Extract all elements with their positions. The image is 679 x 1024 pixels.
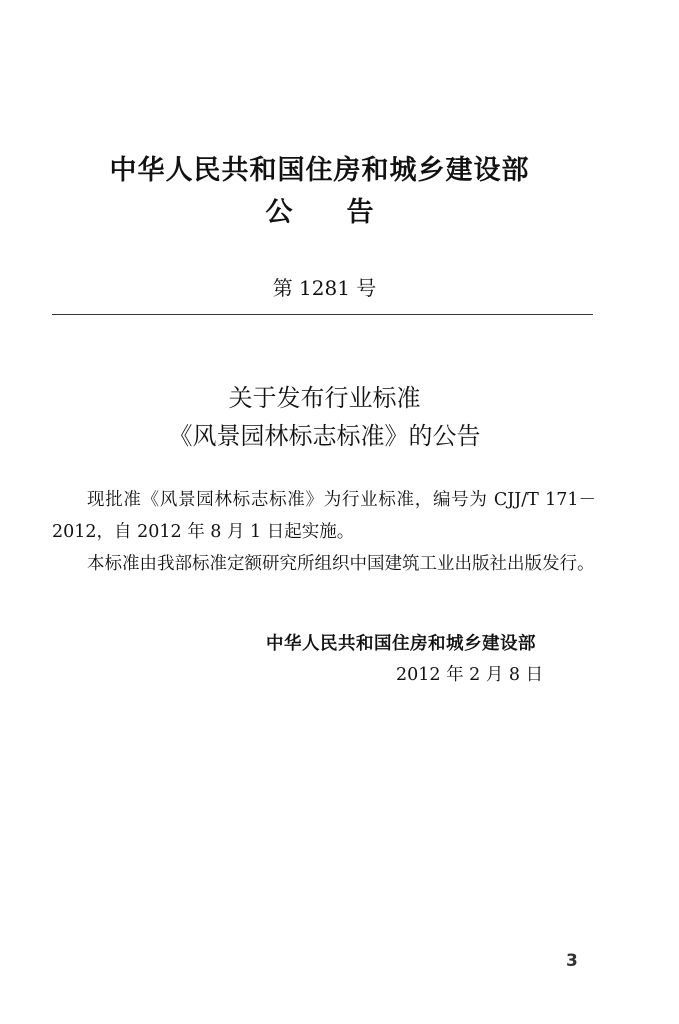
notice-title: 公告 xyxy=(265,197,428,228)
subject-line-2: 《风景园林标志标准》的公告 xyxy=(168,422,481,450)
issuer-heading: 中华人民共和国住房和城乡建设部 xyxy=(109,155,530,186)
signature-date: 2012 年 2 月 8 日 xyxy=(396,665,544,685)
body-paragraph-2: 本标准由我部标准定额研究所组织中国建筑工业出版社出版发行。 xyxy=(87,554,595,574)
body-paragraph-1: 现批准《风景园林标志标准》为行业标准，编号为 CJJ/T 171－2012，自 2012 年 8 月 1 日起实施。 xyxy=(52,490,596,542)
notice-number: 第 1281 号 xyxy=(272,276,377,300)
page-number: 3 xyxy=(566,951,578,971)
divider-rule xyxy=(52,314,593,315)
signature-organization: 中华人民共和国住房和城乡建设部 xyxy=(266,634,536,654)
subject-line-1: 关于发布行业标准 xyxy=(228,384,421,412)
